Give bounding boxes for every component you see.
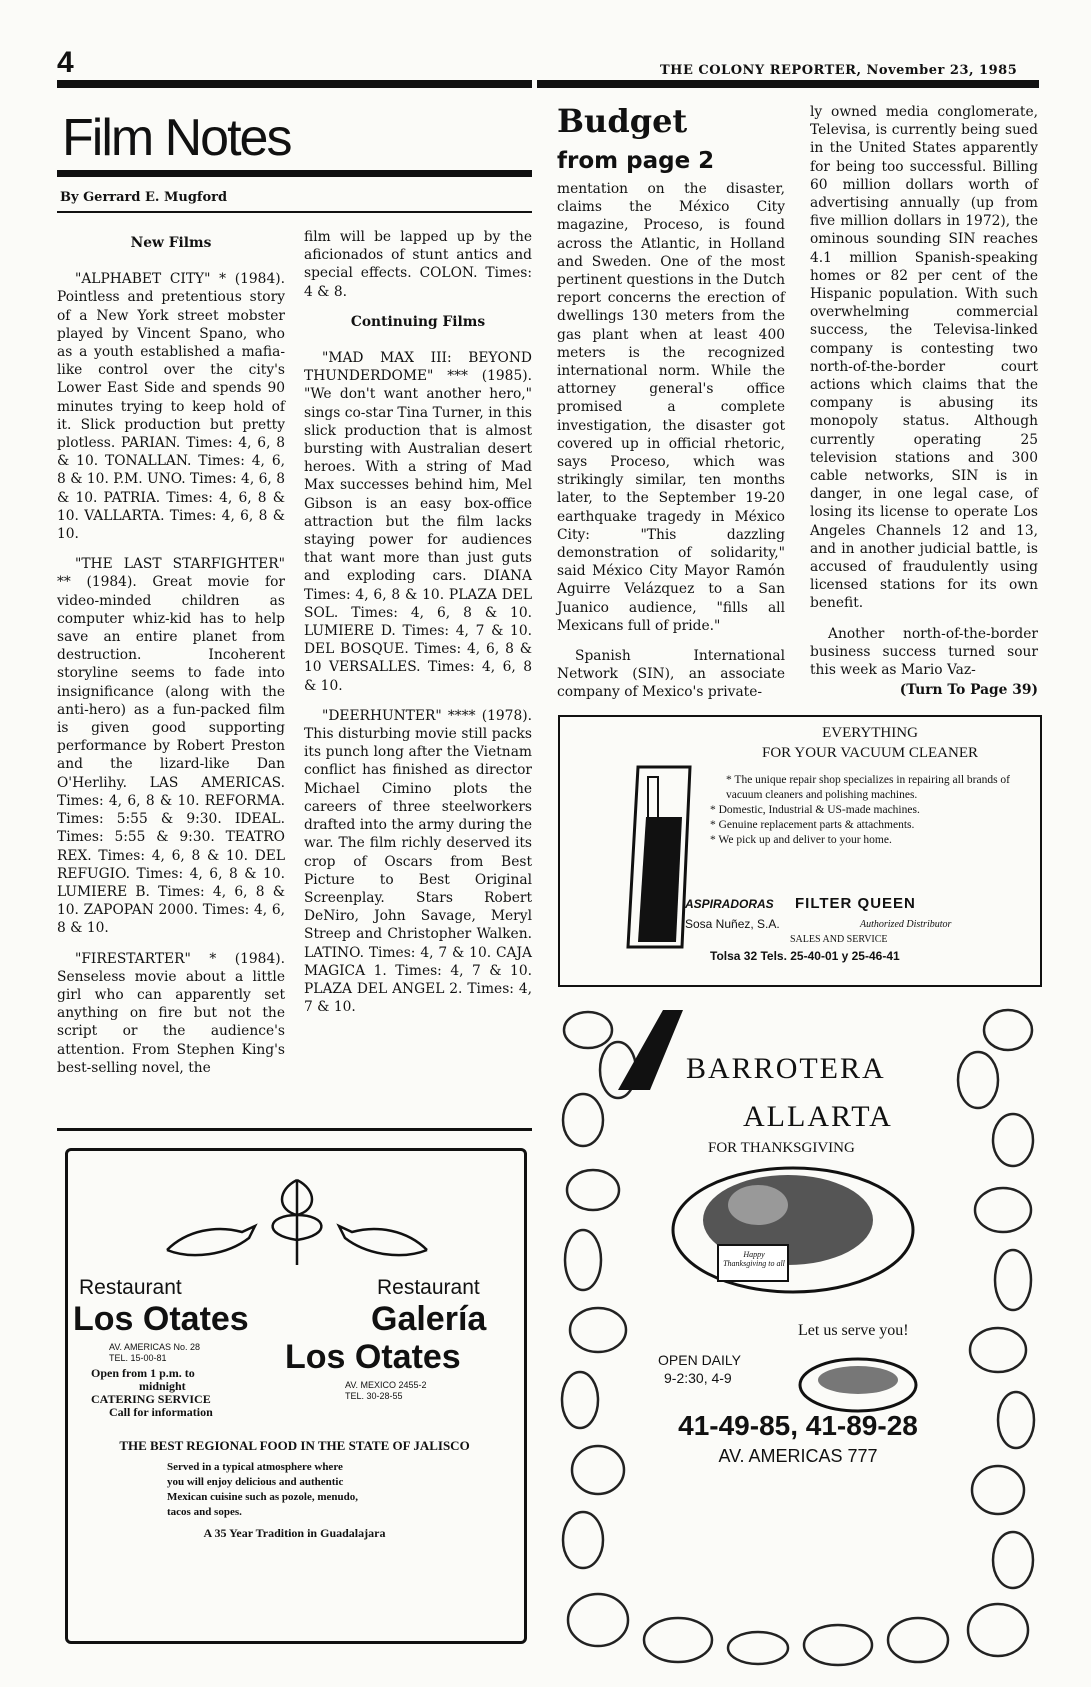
vacuum-headline-2: FOR YOUR VACUUM CLEANER <box>761 745 978 761</box>
birds-and-plant-icon <box>147 1160 447 1270</box>
abarrotera-name-1: BARROTERA <box>686 1052 886 1085</box>
abarrotera-plate-text: Happy Thanksgiving to all <box>723 1250 785 1268</box>
budget-paragraph-2: Spanish International Network (SIN), an associate company of Mexico's private- <box>557 648 785 701</box>
abarrotera-phones: 41-49-85, 41-89-28 <box>678 1410 918 1441</box>
abarrotera-address: AV. AMERICAS 777 <box>718 1446 878 1466</box>
budget-paragraph-4: Another north-of-the-border business success turned sour this week as Mario Vaz- <box>810 625 1038 679</box>
page-number: 4 <box>57 46 74 79</box>
restaurant-best-food: THE BEST REGIONAL FOOD IN THE STATE OF JALISCO <box>119 1438 470 1453</box>
abarrotera-open-2: 9-2:30, 4-9 <box>664 1370 732 1386</box>
review-firestarter: "FIRESTARTER" * (1984). Senseless movie about a little girl who can apparently set anything on fire but not the script or the audience's attention. From Stephen King's best-selling novel, the <box>57 950 285 1076</box>
vacuum-headline-1: EVERYTHING <box>822 725 918 741</box>
vacuum-brand-left: ASPIRADORAS <box>685 897 774 911</box>
vacuum-company: Sosa Nuñez, S.A. <box>685 917 780 931</box>
restaurant-right-address: AV. MEXICO 2455-2 <box>345 1380 427 1390</box>
budget-subtitle: from page 2 <box>557 148 715 174</box>
restaurant-catering: CATERING SERVICE <box>91 1392 211 1406</box>
restaurant-right-label: Restaurant <box>377 1276 480 1299</box>
restaurant-left-address: AV. AMERICAS No. 28 <box>109 1342 201 1352</box>
film-notes-end-rule <box>57 1128 532 1131</box>
byline: By Gerrard E. Mugford <box>60 190 228 205</box>
restaurant-tradition: A 35 Year Tradition in Guadalajara <box>203 1526 386 1540</box>
turn-to-page: (Turn To Page 39) <box>899 682 1038 699</box>
abarrotera-vallarta-ad <box>558 1000 1038 1668</box>
budget-column-1 <box>557 180 785 714</box>
restaurant-los-otates-ad <box>57 1140 532 1650</box>
abarrotera-tagline: FOR THANKSGIVING <box>708 1140 855 1156</box>
budget-title: Budget <box>557 102 688 140</box>
section-new-films: New Films <box>130 235 212 251</box>
review-firestarter-cont: film will be lapped up by the aficionados of stunt antics and special effects. COLON. Times: 4 & 8. <box>304 229 532 300</box>
vacuum-distributor: Authorized Distributor <box>860 919 952 930</box>
vacuum-bullets <box>710 773 1010 848</box>
film-notes-column-2 <box>304 228 532 1028</box>
section-continuing-films: Continuing Films <box>350 313 486 330</box>
restaurant-served-2: you will enjoy delicious and authentic <box>167 1476 344 1488</box>
restaurant-description <box>167 1460 358 1520</box>
vacuum-address: Tolsa 32 Tels. 25-40-01 y 25-46-41 <box>710 949 900 963</box>
vacuum-bullet-2: * Domestic, Industrial & US-made machines. <box>710 804 920 816</box>
top-rule-left <box>57 80 532 88</box>
budget-paragraph-1: mentation on the disaster, claims the México City magazine, Proceso, is found across the Atlantic, in Holland and Sweden. One of the most pertinent questions in the Dutch report concerns the erection of dwellings 130 meters from the gas plant when at least 400 meters is the recognized international norm. While the attorney general's office promised a complete investigation, the disaster got covered up in official rhetoric, says Proceso, which was strikingly similar, ten months later, to the September 19-20 earthquake tragedy in México City: "This dazzling demonstration of solidarity," said México City Mayor Ramón Aguirre Velázquez to a San Juanico audience, "fills all Mexicans full of pride." <box>557 181 785 634</box>
restaurant-right-name-2: Los Otates <box>285 1338 461 1376</box>
restaurant-left-name: Los Otates <box>73 1300 249 1338</box>
masthead: THE COLONY REPORTER, November 23, 1985 <box>660 63 1018 78</box>
restaurant-left-label: Restaurant <box>79 1276 182 1299</box>
top-rule-right <box>537 80 1039 88</box>
budget-column-2 <box>810 103 1038 700</box>
review-last-starfighter: "THE LAST STARFIGHTER" ** (1984). Great movie for video-minded children as computer whiz-kid has to help save an entire planet from destruction. Incoherent storyline seems to fade into insignificance (along with the anti-hero) as a fun-packed film is given good supporting performance by Robert Preston and the lizard-like Dan O'Herlihy. LAS AMERICAS. Times: 4, 6, 8 & 10. REFORMA. Times: 5:55 & 9:30. IDEAL. Times: 5:55 & 9:30. TEATRO REX. Times: 4, 6, 8 & 10. DEL REFUGIO. Times: 4, 6, 8 & 10. LUMIERE B. Times: 4, 6, 8 & 10. ZAPOPAN 2000. Times: 4, 6, 8 & 10. <box>57 556 285 937</box>
restaurant-left-tel: TEL. 15-00-81 <box>109 1353 167 1363</box>
vacuum-bullet-4: * We pick up and deliver to your home. <box>710 834 892 846</box>
abarrotera-name-2: ALLARTA <box>743 1100 893 1133</box>
restaurant-right-name-1: Galería <box>371 1300 487 1338</box>
restaurant-hours-2: midnight <box>139 1379 186 1393</box>
film-notes-rule <box>57 170 532 177</box>
byline-rule <box>57 211 532 213</box>
film-notes-column-1 <box>57 228 285 1089</box>
review-deerhunter: "DEERHUNTER" **** (1978). This disturbing movie still packs its punch long after the Vietnam conflict has finished as director Michael Cimino plots the careers of three steelworkers drafted into the army during the war. The film richly deserved its crop of Oscars from Best Picture to Best Original Screenplay. Stars Robert DeNiro, John Savage, Meryl Streep and Christopher Walken. LATINO. Times: 4, 7 & 10. CAJA MAGICA 1. Times: 4, 7 & 10. PLAZA DEL ANGEL 2. Times: 4, 7 & 10. <box>304 707 532 1016</box>
restaurant-call: Call for information <box>109 1405 213 1419</box>
restaurant-served-3: Mexican cuisine such as pozole, menudo, <box>167 1491 358 1503</box>
vacuum-bullet-1: * The unique repair shop specializes in repairing all brands of vacuum cleaners and polishing machines. <box>726 774 1011 801</box>
vacuum-brand-right: FILTER QUEEN <box>795 895 916 912</box>
restaurant-right-tel: TEL. 30-28-55 <box>345 1391 403 1401</box>
vacuum-cleaner-ad <box>558 715 1042 987</box>
review-alphabet-city: "ALPHABET CITY" * (1984). Pointless and pretentious story of a New York street mobster played by Vincent Spano, who as a youth established a mafia-like control over the city's Lower East Side and spends 90 minutes trying to keep hold of it. Slick production but pretty plotless. PARIAN. Times: 4, 6, 8 & 10. TONALLAN. Times: 4, 6, 8 & 10. P.M. UNO. Times: 4, 6, 8 & 10. PATRIA. Times: 4, 6, 8 & 10. VALLARTA. Times: 4, 6, 8 & 10. <box>57 271 285 543</box>
film-notes-title: Film Notes <box>62 109 291 167</box>
vacuum-bullet-3: * Genuine replacement parts & attachments. <box>710 819 915 831</box>
abarrotera-open-1: OPEN DAILY <box>658 1352 741 1368</box>
vacuum-sales: SALES AND SERVICE <box>790 934 888 945</box>
budget-paragraph-3: ly owned media conglomerate, Televisa, is currently being sued in the United States apparently for being too successful. Billing 60 million dollars worth of advertising annually (up from five million dollars in 1972), the ominous sounding SIN reaches 4.1 million Spanish-speaking homes or 82 per cent of the Hispanic population. With such overwhelming commercial success, the Televisa-linked company is contesting two north-of-the-border court actions which claims that the company is abusing its monopoly status. Although currently operating 25 television stations and 300 cable networks, SIN is in danger, in one legal case, of losing its license to operate Los Angeles Channels 12 and 13, and in another judicial battle, is accused of fraudulently using licensed stations for its own benefit. <box>810 104 1038 612</box>
review-mad-max: "MAD MAX III: BEYOND THUNDERDOME" *** (1985). "We don't want another hero," sings co-star Tina Turner, in this slick production that is almost bursting with Australian desert heroes. With a string of Mad Max successes behind him, Mel Gibson is an easy box-office attraction but the film lacks staying power for audiences that want more than just guts and exploding cars. DIANA Times: 4, 6, 8 & 10. PLAZA DEL SOL. Times: 4, 6, 8 & 10. LUMIERE D. Times: 4, 7 & 10. DEL BOSQUE. Times: 4, 6, 8 & 10 VERSALLES. Times: 4, 6, 8 & 10. <box>304 350 532 694</box>
restaurant-hours-1: Open from 1 p.m. to <box>91 1366 195 1380</box>
restaurant-served-1: Served in a typical atmosphere where <box>167 1461 343 1473</box>
abarrotera-serve: Let us serve you! <box>798 1322 909 1339</box>
restaurant-served-4: tacos and sopes. <box>167 1506 242 1518</box>
